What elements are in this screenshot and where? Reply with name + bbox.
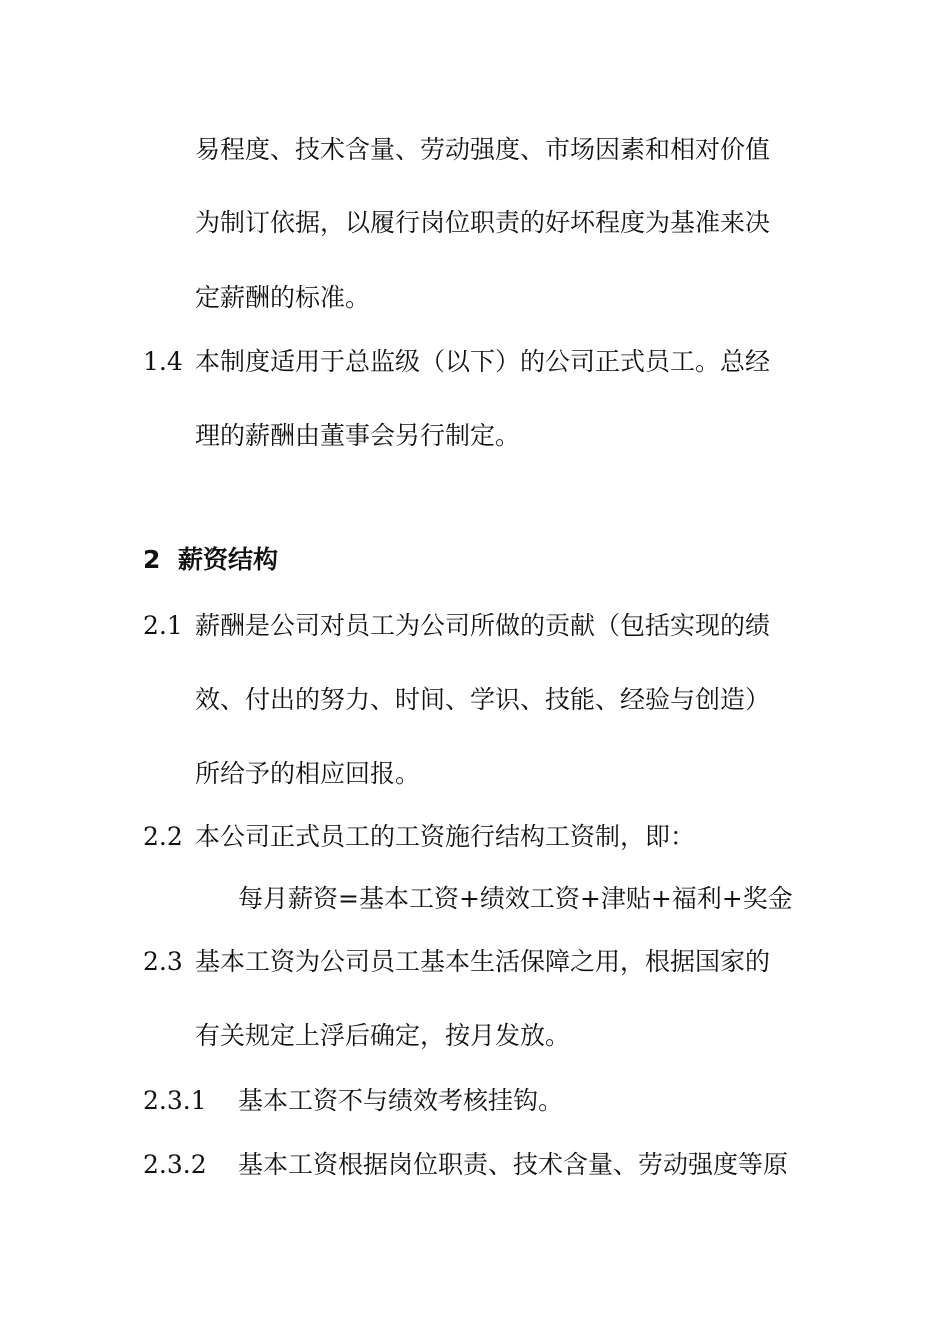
section-number: 2 — [143, 545, 161, 574]
line-text: 基本工资不与绩效考核挂钩。 — [238, 1086, 564, 1115]
formula-text: 每月薪资=基本工资+绩效工资+津贴+福利+奖金 — [238, 884, 793, 913]
line-text: 基本工资为公司员工基本生活保障之用，根据国家的 — [195, 947, 771, 976]
section-number: 2.3.2 — [143, 1150, 207, 1179]
line-text: 理的薪酬由董事会另行制定。 — [195, 421, 521, 450]
line-text: 易程度、技术含量、劳动强度、市场因素和相对价值 — [195, 135, 771, 164]
line-text: 所给予的相应回报。 — [195, 759, 421, 788]
line-text: 本公司正式员工的工资施行结构工资制，即： — [195, 822, 696, 851]
section-number: 1.4 — [143, 347, 183, 376]
line-text: 效、付出的努力、时间、学识、技能、经验与创造） — [195, 685, 771, 714]
section-number: 2.1 — [143, 611, 183, 640]
line-text: 本制度适用于总监级（以下）的公司正式员工。总经 — [195, 347, 771, 376]
line-text: 基本工资根据岗位职责、技术含量、劳动强度等原 — [238, 1150, 789, 1179]
line-text: 定薪酬的标准。 — [195, 283, 371, 312]
section-number: 2.3.1 — [143, 1086, 207, 1115]
section-number: 2.3 — [143, 947, 183, 976]
section-title: 薪资结构 — [178, 545, 279, 574]
section-number: 2.2 — [143, 822, 183, 851]
line-text: 为制订依据，以履行岗位职责的好坏程度为基准来决 — [195, 208, 771, 237]
line-text: 有关规定上浮后确定，按月发放。 — [195, 1021, 571, 1050]
line-text: 薪酬是公司对员工为公司所做的贡献（包括实现的绩 — [195, 611, 771, 640]
